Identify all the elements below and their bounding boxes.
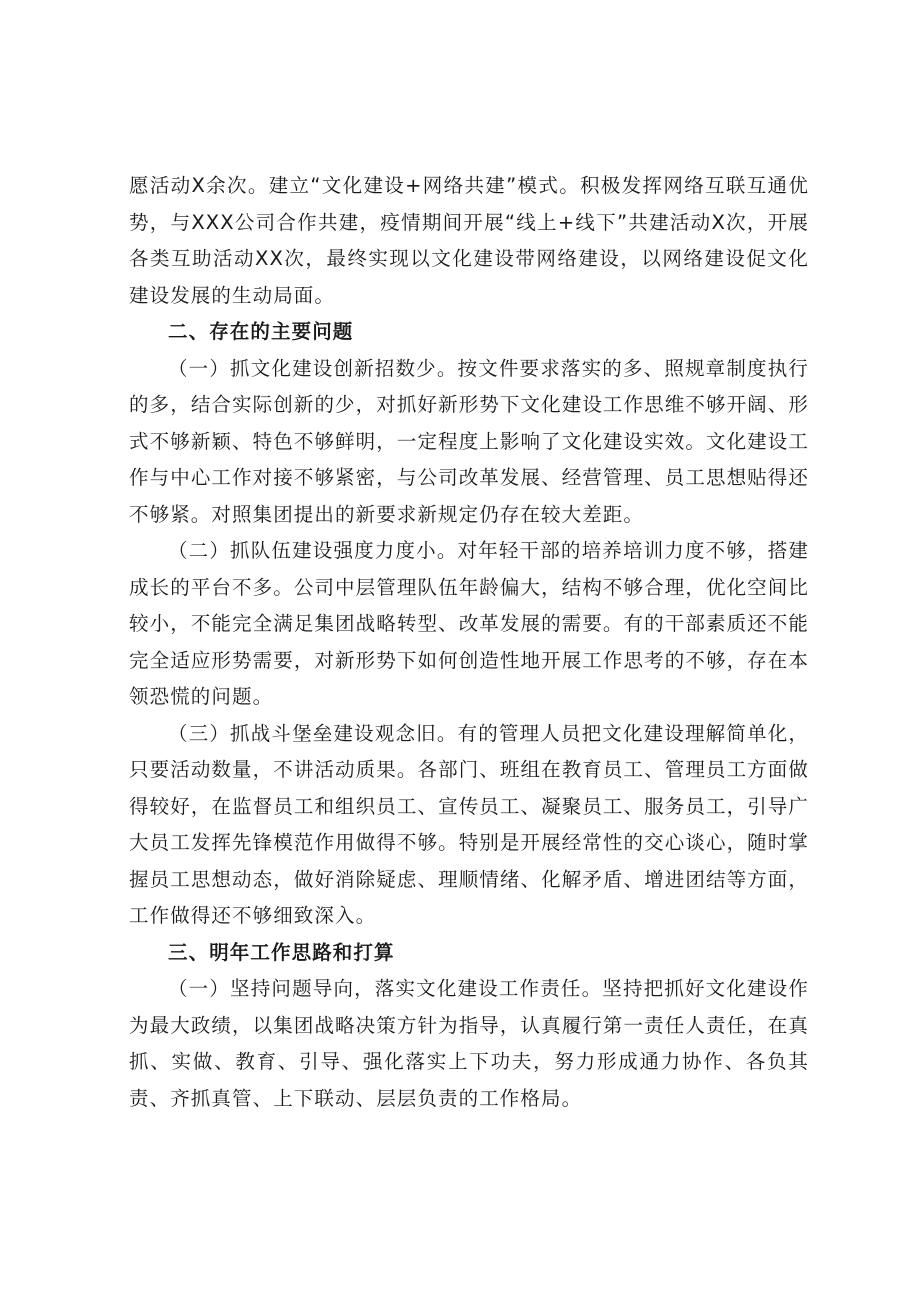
problem-paragraph-2: （二）抓队伍建设强度力度小。对年轻干部的培养培训力度不够，搭建成长的平台不多。公司中层管理队伍年龄偏大，结构不够合理，优化空间比较小，不能完全满足集团战略转型、改革发展的需要。有的干部素质还不能完全适应形势需要，对新形势下如何创造性地开展工作思考的不够，存在本领恐慌的问题。 xyxy=(129,539,809,708)
problem-paragraph-3: （三）抓战斗堡垒建设观念旧。有的管理人员把文化建设理解简单化，只要活动数量，不讲活动质果。各部门、班组在教育员工、管理员工方面做得较好，在监督员工和组织员工、宣传员工、凝聚员工、服务员工，引导广大员工发挥先锋模范作用做得不够。特别是开展经常性的交心谈心，随时掌握员工思想动态，做好消除疑虑、理顺情绪、化解矛盾、增进团结等方面，工作做得还不够细致深入。 xyxy=(129,721,809,927)
intro-paragraph: 愿活动X余次。建立“文化建设+网络共建”模式。积极发挥网络互联互通优势，与XXX公司合作共建，疫情期间开展“线上+线下”共建活动X次，开展各类互助活动XX次，最终实现以文化建设带网络建设，以网络建设促文化建设发展的生动局面。 xyxy=(129,174,809,307)
problem-paragraph-1: （一）抓文化建设创新招数少。按文件要求落实的多、照规章制度执行的多，结合实际创新的少，对抓好新形势下文化建设工作思维不够开阔、形式不够新颖、特色不够鲜明，一定程度上影响了文化建设实效。文化建设工作与中心工作对接不够紧密，与公司改革发展、经营管理、员工思想贴得还不够紧。对照集团提出的新要求新规定仍存在较大差距。 xyxy=(129,356,809,526)
section-heading-plans: 三、明年工作思路和打算 xyxy=(168,940,395,964)
document-body xyxy=(129,168,809,1117)
section-heading-problems: 二、存在的主要问题 xyxy=(168,320,354,343)
plan-paragraph-1: （一）坚持问题导向，落实文化建设工作责任。坚持把抓好文化建设作为最大政绩，以集团战略决策方针为指导，认真履行第一责任人责任，在真抓、实做、教育、引导、强化落实上下功夫，努力形成通力协作、各负其责、齐抓真管、上下联动、层层负责的工作格局。 xyxy=(129,977,809,1110)
